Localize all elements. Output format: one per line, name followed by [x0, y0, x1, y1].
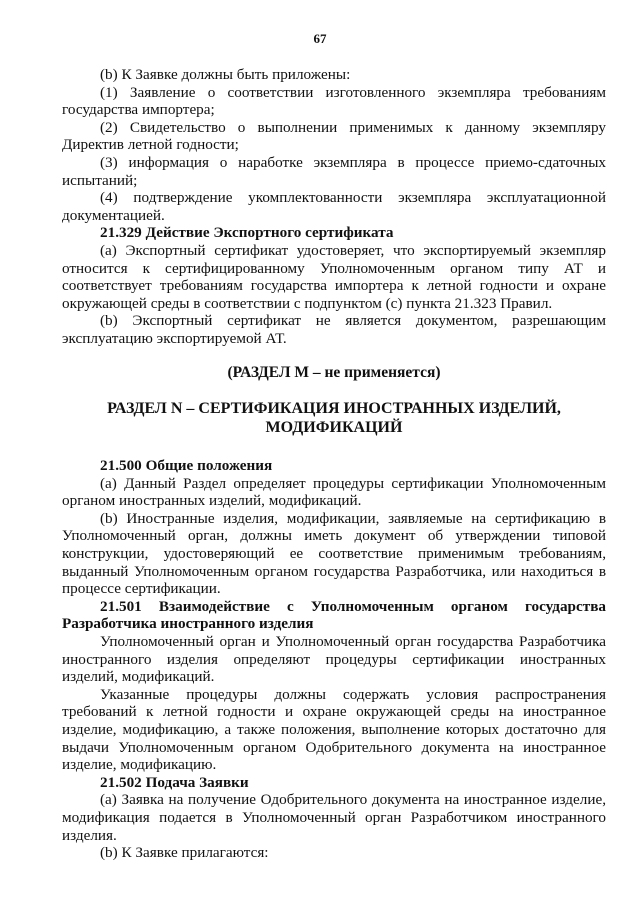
page-body — [62, 66, 606, 862]
section-heading: 21.500 Общие положения — [100, 457, 273, 475]
paragraph: (3) информация о наработке экземпляра в процессе приемо-сдаточных испытаний; — [62, 153, 606, 189]
paragraph: (4) подтверждение укомплектованности экземпляра эксплуатационной документацией. — [62, 189, 606, 224]
section-heading: 21.502 Подача Заявки — [100, 773, 249, 791]
section-n-title-line1: РАЗДЕЛ N – СЕРТИФИКАЦИЯ ИНОСТРАННЫХ ИЗДЕЛИЙ, — [107, 400, 561, 418]
section-m-title: (РАЗДЕЛ М – не применяется) — [227, 363, 441, 381]
paragraph: (b) К Заявке должны быть приложены: — [100, 66, 351, 83]
paragraph: Уполномоченный орган и Уполномоченный орган государства Разработчика иностранного изделия определяют процедуры сертификации иностранных изделий, модификаций. — [62, 633, 606, 686]
paragraph: (a) Данный Раздел определяет процедуры сертификации Уполномоченным органом иностранных изделий, модификаций. — [62, 474, 606, 510]
paragraph: (1) Заявление о соответствии изготовленного экземпляра требованиям государства импортера; — [62, 83, 606, 119]
paragraph: (a) Заявка на получение Одобрительного документа на иностранное изделие, модификация подается в Уполномоченный орган Разработчиком иностранного изделия. — [62, 791, 606, 844]
section-n-title — [62, 399, 606, 437]
paragraph: (a) Экспортный сертификат удостоверяет, что экспортируемый экземпляр относится к сертифицированному Уполномоченным органом типу АТ и соответствует требованиям государства импортера к летной годности и охране окружающей среды в соответствии с подпунктом (с) пункта 21.323 Правил. — [62, 241, 606, 312]
paragraph: (b) К Заявке прилагаются: — [100, 844, 269, 862]
section-n-title-line2: МОДИФИКАЦИЙ — [265, 419, 403, 437]
section-heading: 21.329 Действие Экспортного сертификата — [100, 224, 394, 242]
paragraph: (2) Свидетельство о выполнении применимых к данному экземпляру Директив летной годности; — [62, 118, 606, 154]
page-number: 67 — [313, 31, 327, 46]
paragraph: (b) Экспортный сертификат не является документом, разрешающим эксплуатацию экспортируемой АТ. — [62, 312, 606, 347]
section-heading: 21.501 Взаимодействие с Уполномоченным органом государства Разработчика иностранного изделия — [62, 597, 606, 633]
paragraph: Указанные процедуры должны содержать условия распространения требований к летной годности и охране окружающей среды на иностранное изделие, модификацию, а также положения, выполнение которых достаточно для выдачи Уполномоченным органом Одобрительного документа на иностранное изделие, модификацию. — [62, 685, 606, 774]
paragraph: (b) Иностранные изделия, модификации, заявляемые на сертификацию в Уполномоченный орган, должны иметь документ об утверждении типовой конструкции, удостоверяющий ее соответствие применимым требованиям, выданный Уполномоченным органом государства Разработчика, или находиться в процессе сертификации. — [62, 509, 606, 598]
